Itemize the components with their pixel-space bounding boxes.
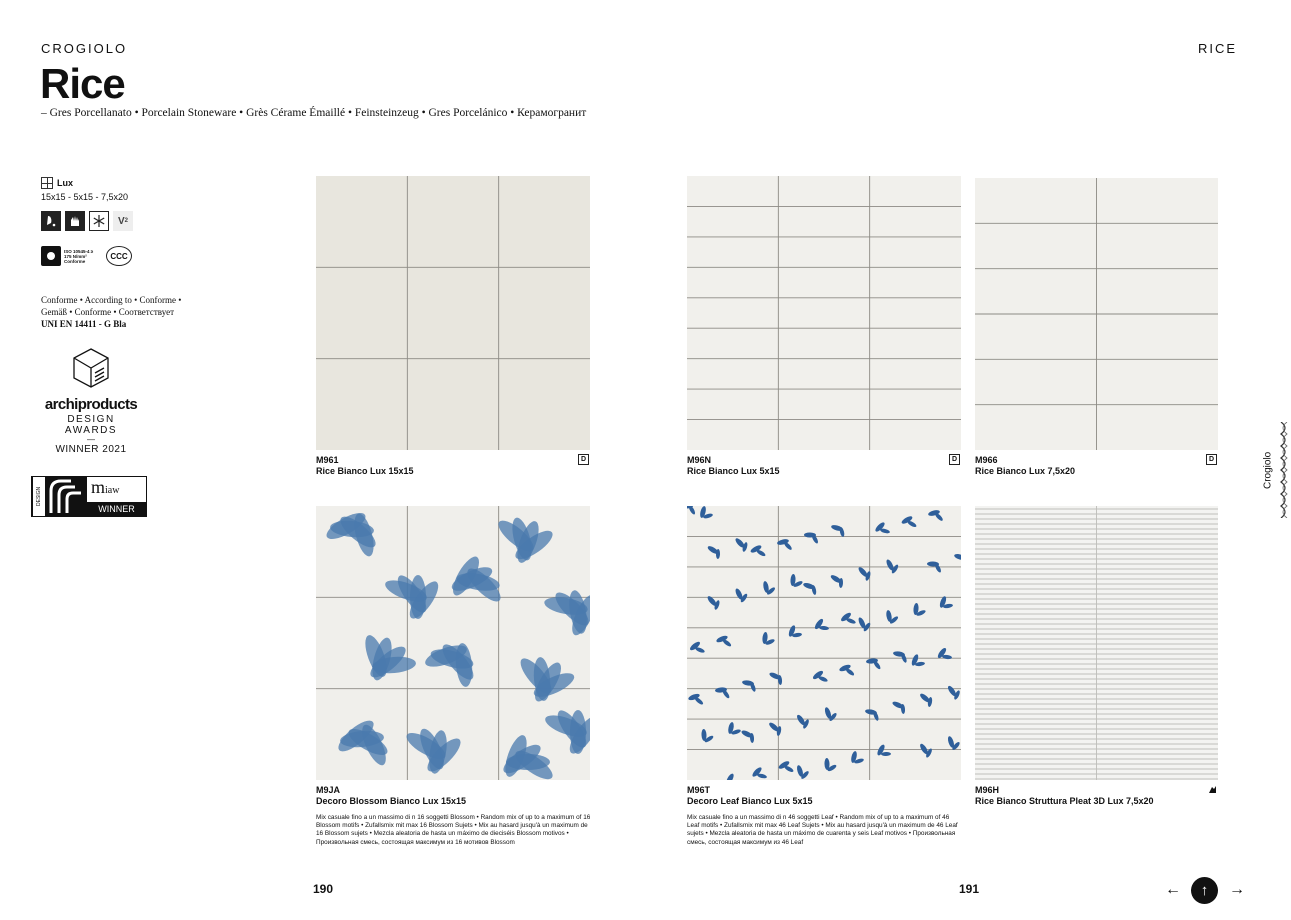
v2-shade-icon: V 2 [113, 211, 133, 231]
iso-certification [41, 246, 94, 266]
tile-image-m966 [975, 178, 1218, 450]
miaw-winner: WINNER [87, 502, 146, 516]
page-number-left: 190 [313, 882, 334, 896]
product-code: M96H [975, 785, 1000, 795]
tile-image-m961 [316, 176, 590, 450]
product-code: M961 [316, 455, 339, 465]
product-badge: D [1206, 454, 1217, 465]
miaw-award [31, 476, 147, 517]
iso-text: ISO 10545-4 ≥ 175 N/mm² Conforme [64, 248, 94, 264]
next-page-button[interactable]: → [1229, 881, 1245, 898]
conforme-line-2: Gemäß • Conforme • Соответствует [41, 307, 175, 317]
miaw-side-text: DESIGN [32, 477, 45, 516]
side-brand-tab[interactable] [1258, 420, 1291, 520]
foot-slip-icon [41, 211, 61, 231]
tile-image-m96n [687, 176, 961, 450]
award-divider: — [87, 435, 95, 444]
miaw-wordmark: miaw [91, 477, 120, 497]
archiproducts-award [41, 347, 141, 455]
property-icons [41, 211, 133, 231]
side-tab-label: Crogiolo [1262, 451, 1274, 489]
product-name: Rice Bianco Struttura Pleat 3D Lux 7,5x20 [975, 796, 1154, 806]
product-badge: D [578, 454, 589, 465]
certifications [41, 246, 132, 266]
material-languages: – Gres Porcellanato • Porcelain Stoneware • Grès Cérame Émaillé • Feinsteinzeug • Gres Porcelánico • Керамогранит [41, 107, 587, 119]
archiproducts-wordmark: archiproducts [44, 396, 138, 413]
product-name: Rice Bianco Lux 15x15 [316, 466, 414, 476]
frost-resistant-icon [89, 211, 109, 231]
miaw-logo-icon [45, 477, 87, 516]
standard-code: UNI EN 14411 - G Bla [41, 319, 127, 329]
product-name: Decoro Leaf Bianco Lux 5x15 [687, 796, 813, 806]
scroll-top-button[interactable]: ↑ [1191, 877, 1218, 904]
product-code: M9JA [316, 785, 341, 795]
page-number-right: 191 [959, 882, 980, 896]
product-badge: D [949, 454, 960, 465]
product-description: Mix casuale fino a un massimo di n 46 soggetti Leaf • Random mix of up to a maximum of 46 Leaf motifs • Zufallsmix mit max 46 Leaf Sujets • Mix au hasard jusqu'à un maximum de 46 Leaf sujets • Mezcla aleatoria de hasta un máximo de cuarenta y seis Leaf motivos • Произвольная смесь, состоящая максимум из 46 Leaf [687, 814, 958, 846]
hand-touch-icon [65, 211, 85, 231]
ccc-mark-icon: CCC [106, 246, 132, 266]
product-name: Decoro Blossom Bianco Lux 15x15 [316, 796, 467, 806]
product-name: Rice Bianco Lux 5x15 [687, 466, 780, 476]
tile-image-m9ja [316, 506, 590, 780]
product-code: M96N [687, 455, 712, 465]
design-awards-text: DESIGN AWARDS [64, 414, 118, 436]
formats-list: 15x15 - 5x15 - 7,5x20 [41, 192, 129, 202]
tile-image-m96h [975, 506, 1218, 780]
finish-name: Lux [57, 178, 74, 188]
prev-page-button[interactable]: ← [1165, 881, 1181, 898]
iso-badge-icon [41, 246, 61, 266]
product-name: Rice Bianco Lux 7,5x20 [975, 466, 1076, 476]
cube-logo-icon [71, 347, 111, 389]
page-title: Rice [40, 60, 125, 107]
structure-3d-icon [1207, 784, 1218, 795]
product-description: Mix casuale fino a un massimo di n 16 soggetti Blossom • Random mix of up to a maximum of 16 Blossom motifs • Zufallsmix mit max 16 Blossom Sujets • Mix au hasard jusqu'à un maximum de 16 Blossom sujets • Mezcla aleatoria de hasta un máximo de dieciséis Blossom motivos • Произвольная смесь, состоящая максимум из 16 мотивов Blossom [316, 814, 591, 846]
winner-year: WINNER 2021 [55, 444, 127, 455]
conformity-text [41, 294, 201, 330]
series-name: RICE [1197, 41, 1237, 56]
tile-image-m96t [687, 506, 961, 780]
product-code: M966 [975, 455, 998, 465]
product-code: M96T [687, 785, 711, 795]
conforme-line-1: Conforme • According to • Conforme • [41, 295, 182, 305]
tile-grid-icon [41, 177, 53, 189]
finish-label [41, 177, 73, 189]
wave-ornament-icon [1279, 422, 1291, 518]
brand-name: CROGIOLO [41, 41, 128, 56]
